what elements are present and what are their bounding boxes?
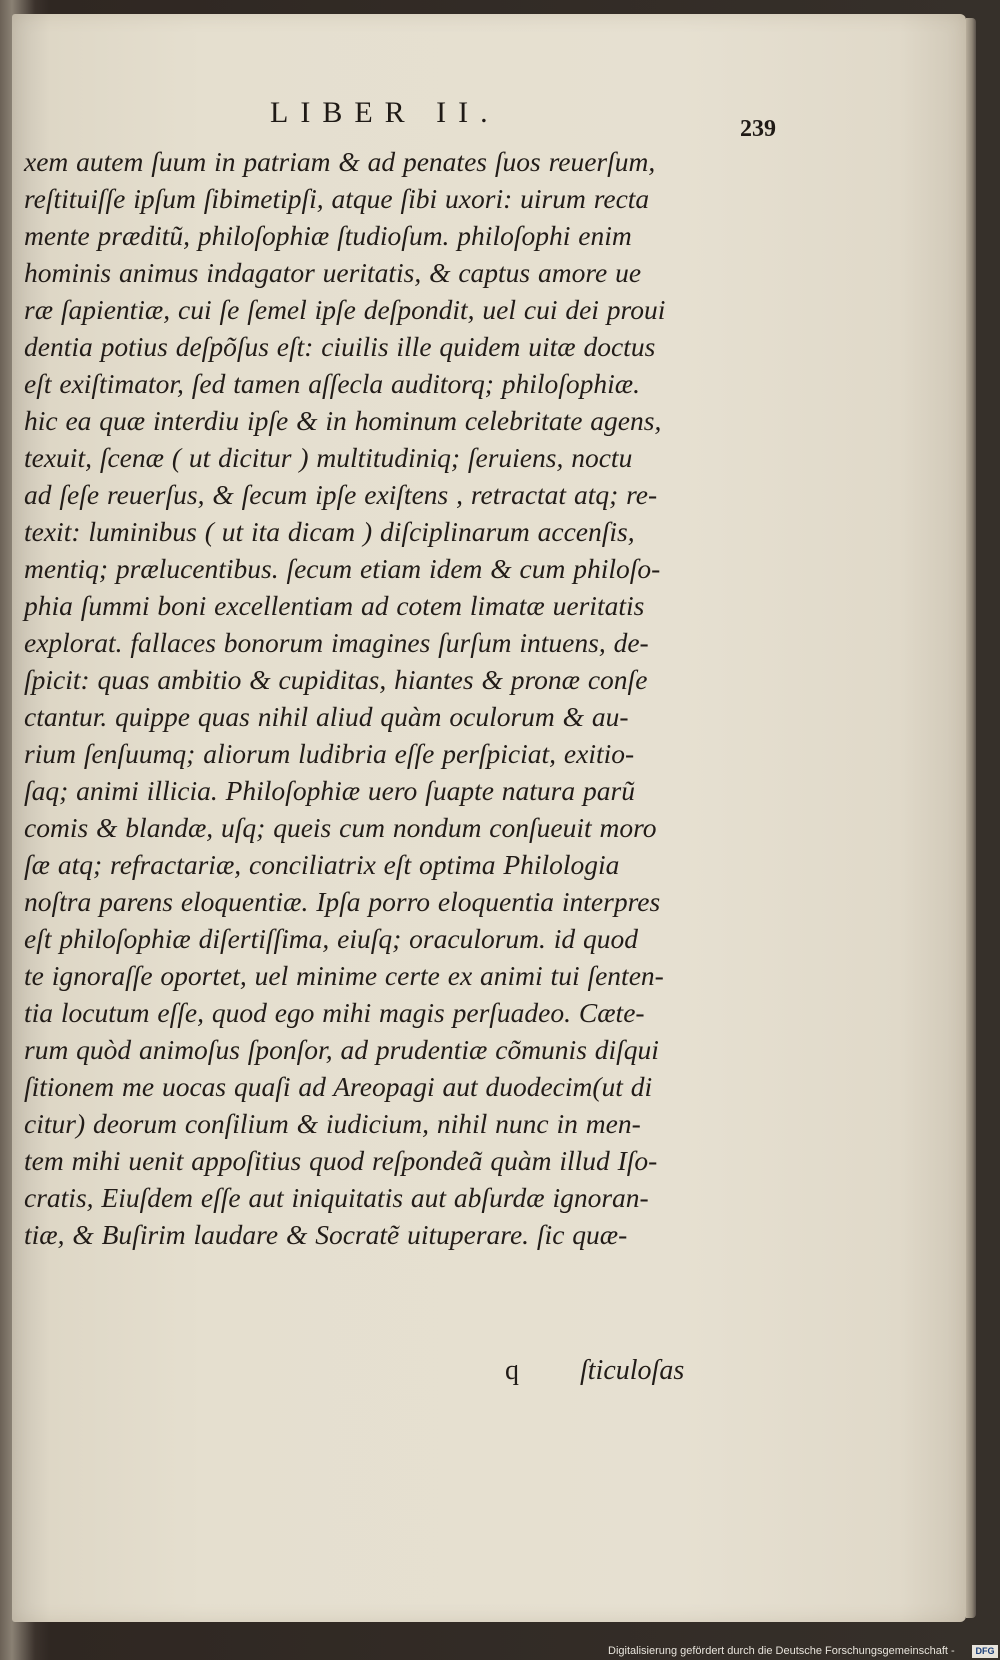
text-line: ad ſeſe reuerſus, & ſecum ipſe exiſtens , retractat atq; re- bbox=[24, 479, 658, 510]
text-line: citur) deorum conſilium & iudicium, nihil nunc in men- bbox=[24, 1108, 641, 1139]
text-line: ctantur. quippe quas nihil aliud quàm oculorum & au- bbox=[24, 701, 629, 732]
text-line: cratis, Eiuſdem eſſe aut iniquitatis aut abſurdæ ignoran- bbox=[24, 1182, 649, 1213]
text-line: mentiq; prælucentibus. ſecum etiam idem & cum philoſo- bbox=[24, 553, 661, 584]
text-line: rum quòd animoſus ſponſor, ad prudentiæ cõmunis diſqui bbox=[24, 1034, 659, 1065]
text-line: explorat. fallaces bonorum imagines ſurſum intuens, de- bbox=[24, 627, 649, 658]
digitization-credit: Digitalisierung gefördert durch die Deutsche Forschungsgemeinschaft - bbox=[608, 1645, 955, 1657]
text-line: reſtituiſſe ipſum ſibimetipſi, atque ſibi uxori: uirum recta bbox=[24, 183, 650, 214]
text-line: ſitionem me uocas quaſi ad Areopagi aut duodecim(ut di bbox=[24, 1071, 653, 1102]
text-line: tiæ, & Buſirim laudare & Socratẽ uituperare. ſic quæ- bbox=[24, 1219, 628, 1250]
text-line: texit: luminibus ( ut ita dicam ) diſciplinarum accenſis, bbox=[24, 516, 635, 547]
dfg-logo: DFG bbox=[972, 1645, 998, 1658]
body-text bbox=[24, 143, 734, 1253]
text-line: ræ ſapientiæ, cui ſe ſemel ipſe deſpondit, uel cui dei proui bbox=[24, 294, 666, 325]
text-line: ſæ atq; refractariæ, conciliatrix eſt optima Philologia bbox=[24, 849, 620, 880]
text-line: tia locutum eſſe, quod ego mihi magis perſuadeo. Cæte- bbox=[24, 997, 645, 1028]
text-line: hominis animus indagator ueritatis, & captus amore ue bbox=[24, 257, 642, 288]
text-line: ſaq; animi illicia. Philoſophiæ uero ſuapte natura parũ bbox=[24, 775, 635, 806]
running-head bbox=[0, 96, 1000, 142]
text-line: comis & blandæ, uſq; queis cum nondum conſueuit moro bbox=[24, 812, 657, 843]
catchword: ſticuloſas bbox=[580, 1355, 685, 1386]
text-line: ſpicit: quas ambitio & cupiditas, hiantes & pronæ conſe bbox=[24, 664, 648, 695]
text-line: hic ea quæ interdiu ipſe & in hominum celebritate agens, bbox=[24, 405, 662, 436]
text-line: te ignoraſſe oportet, uel minime certe ex animi tui ſenten- bbox=[24, 960, 664, 991]
text-line: eſt exiſtimator, ſed tamen aſſecla auditorq; philoſophiæ. bbox=[24, 368, 641, 399]
page-foot bbox=[0, 1355, 1000, 1395]
text-line: rium ſenſuumq; aliorum ludibria eſſe perſpiciat, exitio- bbox=[24, 738, 635, 769]
signature-mark: q bbox=[505, 1355, 519, 1386]
text-line: dentia potius deſpõſus eſt: ciuilis ille quidem uitæ doctus bbox=[24, 331, 656, 362]
text-line: xem autem ſuum in patriam & ad penates ſuos reuerſum, bbox=[24, 146, 656, 177]
text-line: phia ſummi boni excellentiam ad cotem limatæ ueritatis bbox=[24, 590, 645, 621]
text-line: tem mihi uenit appoſitius quod reſpondeã quàm illud Iſo- bbox=[24, 1145, 658, 1176]
folio-number: 239 bbox=[740, 116, 776, 142]
text-line: eſt philoſophiæ diſertiſſima, eiuſq; oraculorum. id quod bbox=[24, 923, 639, 954]
text-line: mente præditũ, philoſophiæ ſtudioſum. philoſophi enim bbox=[24, 220, 632, 251]
text-line: texuit, ſcenæ ( ut dicitur ) multitudiniq; ſeruiens, noctu bbox=[24, 442, 633, 473]
running-title: LIBER II. bbox=[270, 96, 500, 129]
text-line: noſtra parens eloquentiæ. Ipſa porro eloquentia interpres bbox=[24, 886, 661, 917]
